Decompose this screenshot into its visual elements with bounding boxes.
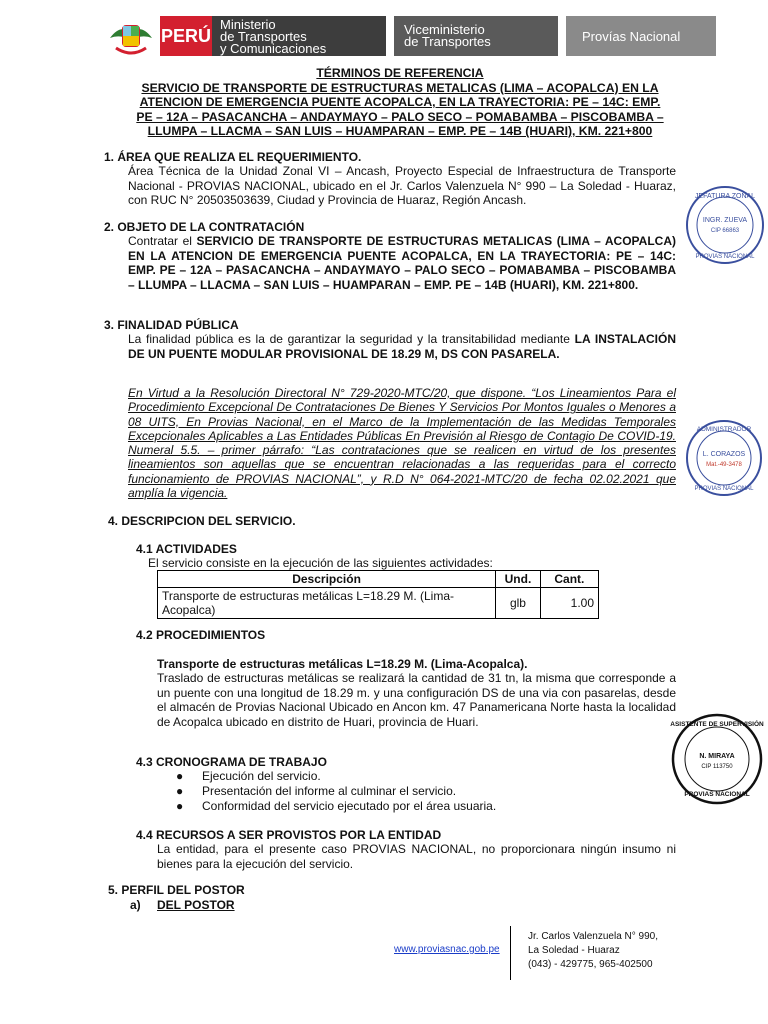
section-3-text xyxy=(128,332,676,361)
subsection-4-2-heading: 4.2 PROCEDIMIENTOS xyxy=(136,628,266,642)
stamp-text: ASISTENTE DE SUPERVISIÓN xyxy=(670,721,764,728)
column-header: Descripción xyxy=(158,571,496,588)
section-1-heading: 1. ÁREA QUE REALIZA EL REQUERIMIENTO. xyxy=(104,150,362,164)
schedule-list xyxy=(176,769,496,814)
bullet-icon: ● xyxy=(176,784,184,798)
table-cell: glb xyxy=(496,588,541,619)
stamp-text: JEFATURA ZONAL xyxy=(694,193,756,200)
stamp-text: INGR. ZUEVA xyxy=(702,217,748,224)
ministry-line: y Comunicaciones xyxy=(220,41,327,56)
section-2-heading: 2. OBJETO DE LA CONTRATACIÓN xyxy=(104,220,305,234)
page-header xyxy=(0,0,768,72)
section-5-heading: 5. PERFIL DEL POSTOR xyxy=(108,883,245,897)
list-item xyxy=(176,769,496,784)
title-line: LLUMPA – LLACMA – SAN LUIS – HUAMPARAN – EMP. PE – 14B (HUARI), KM. 221+800 xyxy=(147,124,653,138)
list-item-text: Ejecución del servicio. xyxy=(202,769,321,783)
phone-line: (043) - 429775, 965-402500 xyxy=(528,959,653,970)
stamp-text: PROVIAS NACIONAL xyxy=(695,254,755,260)
stamp-text: PROVIAS NACIONAL xyxy=(694,486,754,492)
vice-line: de Transportes xyxy=(404,34,491,49)
table-header-row xyxy=(158,571,599,588)
table-row xyxy=(158,588,599,619)
table-cell: 1.00 xyxy=(540,588,598,619)
section-3-heading: 3. FINALIDAD PÚBLICA xyxy=(104,318,239,332)
ministry-line: Ministerio xyxy=(220,17,276,32)
list-item xyxy=(176,784,496,799)
viceministry-logo-text xyxy=(394,16,558,56)
stamp-text: PROVIAS NACIONAL xyxy=(684,791,750,798)
bullet-icon: ● xyxy=(176,769,184,783)
section-1-text: Área Técnica de la Unidad Zonal VI – Ancash, Proyecto Especial de Infraestructura de Transporte Nacional - PROVIAS NACIONAL, ubicado en el Jr. Carlos Valenzuela N° 990 – La Soledad - Huaraz, con RUC N° 20503503639, Ciudad y Provincia de Huaraz, Región Ancash. xyxy=(128,164,676,207)
subsection-a-letter: a) xyxy=(130,898,141,912)
subsection-4-2-text: Traslado de estructuras metálicas se realizará la cantidad de 31 tn, la misma que corresponde a un puente con una longitud de 18.29 m. y una configuración DS de una via con pasarelas, desde el almacén de Provias Nacional Ubicado en Ancon km. 47 Panamericana Norte hasta la localidad de Acopalca ubicado en distrito de Huari, provincia de Huari. xyxy=(157,671,676,729)
section-3-bold: LA INSTALACIÓN DE UN PUENTE MODULAR PROVISIONAL DE 18.29 M, DS CON PASARELA. xyxy=(128,332,676,361)
ministry-line: de Transportes xyxy=(220,29,307,44)
peru-logo: PERÚ xyxy=(160,16,212,56)
subsection-4-4-heading: 4.4 RECURSOS A SER PROVISTOS POR LA ENTIDAD xyxy=(136,828,442,842)
column-header: Cant. xyxy=(540,571,598,588)
activities-table xyxy=(157,570,599,619)
ministry-logo-text xyxy=(212,16,386,56)
jefatura-zonal-stamp xyxy=(684,184,766,266)
stamp-text: CIP 66863 xyxy=(710,228,740,234)
address-line: Jr. Carlos Valenzuela N° 990, xyxy=(528,931,658,942)
table-cell: Transporte de estructuras metálicas L=18.29 M. (Lima-Acopalca) xyxy=(158,588,496,619)
section-2-text xyxy=(128,234,676,292)
vice-line: Viceministerio xyxy=(404,22,485,37)
stamp-text: ADMINISTRADOR xyxy=(696,426,752,433)
peru-coat-of-arms-icon xyxy=(108,18,154,56)
document-title xyxy=(112,66,688,139)
provias-logo-text: Provías Nacional xyxy=(566,16,716,56)
section-3-legal-note: En Virtud a la Resolución Directoral N° 729-2020-MTC/20, que dispone. “Los Lineamientos Para el Procedimiento Excepcional De Contrataciones De Bienes Y Servicios Por Montos Iguales o Menores a 08 UITS, En Provias Nacional, en el Marco de la Implementación de las Medidas Temporales Excepcionales Aplicables a Las Entidades Públicas En Previsión al Riesgo de Contagio De COVID-19. Numeral 5.5. – primer párrafo: “Las contrataciones que se realicen en virtud de los presentes lineamientos son aquellas que se encuentran relacionadas a las requeridas para el correcto funcionamiento de PROVIAS NACIONAL”, y R.D N° 064-2021-MTC/20 de fecha 02.02.2021 que amplía la vigencia. xyxy=(128,386,676,501)
section-4-heading: 4. DESCRIPCION DEL SERVICIO. xyxy=(108,514,296,528)
subsection-4-2-title: Transporte de estructuras metálicas L=18.29 M. (Lima-Acopalca). xyxy=(157,657,528,671)
subsection-4-4-text: La entidad, para el presente caso PROVIAS NACIONAL, no proporcionara ningún insumo ni bienes para la ejecución del servicio. xyxy=(157,842,676,871)
stamp-text: CIP 113750 xyxy=(701,764,733,770)
title-line: SERVICIO DE TRANSPORTE DE ESTRUCTURAS METALICAS (LIMA – ACOPALCA) EN LA xyxy=(141,80,659,95)
website-link[interactable]: www.proviasnac.gob.pe xyxy=(394,944,500,955)
bullet-icon: ● xyxy=(176,799,184,813)
subsection-4-3-heading: 4.3 CRONOGRAMA DE TRABAJO xyxy=(136,755,327,769)
administrador-stamp xyxy=(684,418,764,498)
subsection-4-1-heading: 4.1 ACTIVIDADES xyxy=(136,542,237,556)
section-3-lead: La finalidad pública es la de garantizar la seguridad y la transitabilidad mediante xyxy=(128,332,575,346)
address-line: La Soledad - Huaraz xyxy=(528,945,620,956)
stamp-text: L. CORAZOS xyxy=(702,451,746,458)
asistente-supervision-stamp xyxy=(670,712,764,806)
title-line: TÉRMINOS DE REFERENCIA xyxy=(316,66,484,80)
section-2-lead: Contratar el xyxy=(128,234,197,248)
footer-divider xyxy=(510,926,511,980)
list-item xyxy=(176,799,496,814)
stamp-text: Mat.-49-3478 xyxy=(706,462,742,468)
title-line: PE – 12A – PASACANCHA – ANDAYMAYO – PALO SECO – POMABAMBA – PISCOBAMBA – xyxy=(136,109,664,124)
section-2-bold: SERVICIO DE TRANSPORTE DE ESTRUCTURAS METALICAS (LIMA – ACOPALCA) EN LA ATENCION DE EMERGENCIA PUENTE ACOPALCA, EN LA TRAYECTORIA: PE – 14C: EMP. PE – 12A – PASACANCHA – ANDAYMAYO – PALO SECO – POMABAMBA – PISCOBAMBA – LLUMPA – LLACMA – SAN LUIS – HUAMPARAN – EMP. PE – 14B (HUARI), KM. 221+800. xyxy=(128,234,676,292)
list-item-text: Conformidad del servicio ejecutado por el área usuaria. xyxy=(202,799,497,813)
subsection-4-1-text: El servicio consiste en la ejecución de las siguientes actividades: xyxy=(148,556,493,570)
title-line: ATENCION DE EMERGENCIA PUENTE ACOPALCA, EN LA TRAYECTORIA: PE – 14C: EMP. xyxy=(139,95,661,109)
footer-address xyxy=(528,930,658,972)
list-item-text: Presentación del informe al culminar el servicio. xyxy=(202,784,457,798)
stamp-text: N. MIRAYA xyxy=(699,753,735,760)
column-header: Und. xyxy=(496,571,541,588)
subsection-a-heading: DEL POSTOR xyxy=(157,898,235,912)
